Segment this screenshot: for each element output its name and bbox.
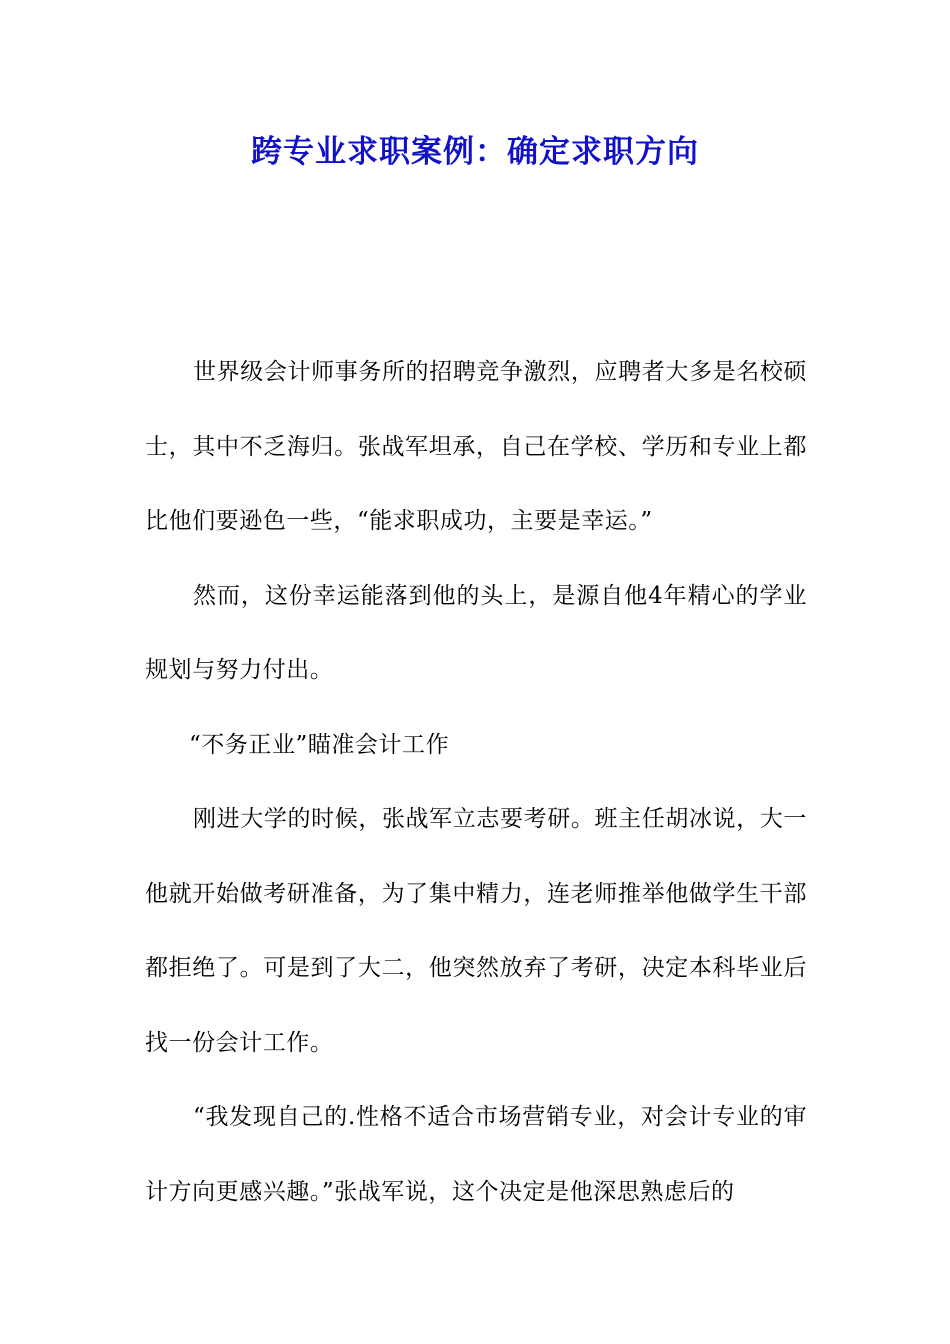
document-title: 跨专业求职案例：确定求职方向 bbox=[251, 134, 699, 170]
paragraph-college: 刚进大学的时候，张战军立志要考研。班主任胡冰说，大一他就开始做考研准备，为了集中精力，连老师推举他做学生干部都拒绝了。可是到了大二，他突然放弃了考研，决定本科毕业后找一份会计工作。 bbox=[145, 806, 807, 1056]
paragraph-intro: 世界级会计师事务所的招聘竞争激烈，应聘者大多是名校硕士，其中不乏海归。张战军坦承，自己在学校、学历和专业上都比他们要逊色一些，“能求职成功，主要是幸运。” bbox=[145, 359, 807, 534]
section-heading: “不务正业”瞄准会计工作 bbox=[189, 731, 450, 758]
paragraph-luck: 然而，这份幸运能落到他的头上，是源自他4年精心的学业规划与努力付出。 bbox=[145, 582, 807, 683]
document-body bbox=[145, 335, 807, 1229]
paragraph-quote: “我发现自己的.性格不适合市场营销专业，对会计专业的审计方向更感兴趣。”张战军说，这个决定是他深思熟虑后的 bbox=[145, 1104, 807, 1205]
